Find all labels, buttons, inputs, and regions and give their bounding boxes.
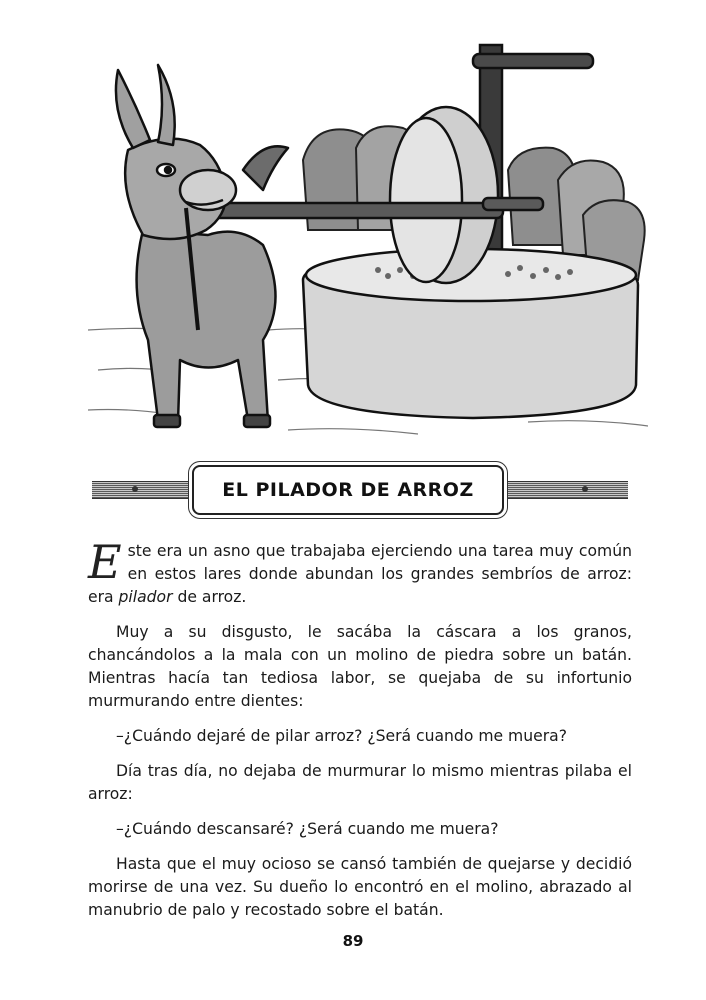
story-paragraph: Hasta que el muy ocioso se cansó también de quejarse y decidió morirse de una vez. Su dueño lo encontró en el molino, abrazado al manubrio de palo y recostado sobre el batán. [88, 855, 632, 919]
story-title: EL PILADOR DE ARROZ [222, 479, 474, 501]
paragraph-tail: de arroz. [172, 588, 247, 606]
story-paragraph [88, 535, 632, 609]
emphasis-word: pilador [118, 588, 173, 606]
drop-cap-letter: E [88, 535, 122, 589]
page-number: 89 [342, 932, 364, 950]
title-box [192, 465, 504, 515]
story-paragraph: Día tras día, no dejaba de murmurar lo mismo mientras pilaba el arroz: [88, 762, 632, 803]
story-paragraph: Muy a su disgusto, le sacába la cáscara a los granos, chancándolos a la mala con un molino de piedra sobre un batán. Mientras hacía tan tediosa labor, se quejaba de su infortunio murmurando entre dientes: [88, 623, 632, 710]
dialogue-line: –¿Cuándo dejaré de pilar arroz? ¿Será cuando me muera? [116, 727, 567, 745]
story-body [88, 535, 632, 934]
rail-bead [582, 486, 588, 492]
paragraph-text: ste era un asno que trabajaba ejerciendo una tarea muy común en estos lares donde abundan los grandes sembríos de arroz: era [88, 542, 632, 606]
dialogue-line: –¿Cuándo descansaré? ¿Será cuando me muera? [116, 820, 499, 838]
donkey-mill-illustration [88, 30, 648, 460]
rail-bead [132, 486, 138, 492]
story-title-banner [92, 465, 628, 515]
